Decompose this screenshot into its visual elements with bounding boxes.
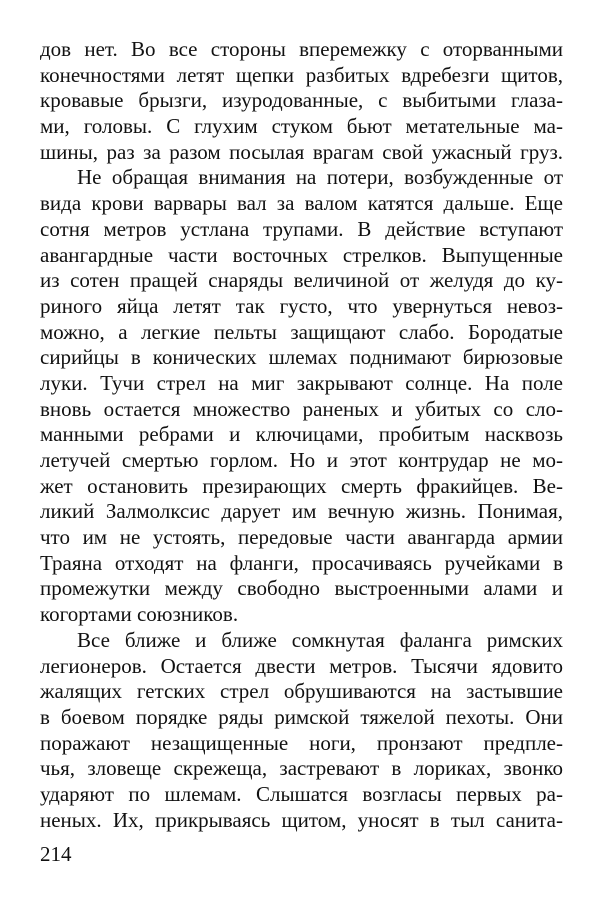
- text-line: летучей смертью горлом. Но и этот контрудар не мо-: [40, 448, 563, 472]
- text-line: авангардные части восточных стрелков. Выпущенные: [40, 242, 563, 267]
- text-line: дов нет. Во все стороны вперемежку с оторванными: [40, 37, 563, 61]
- text-line: вида крови варвары вал за валом катятся дальше. Еще: [40, 191, 563, 216]
- text-line: можно, а легкие пельты защищают слабо. Бородатые: [40, 319, 563, 344]
- text-line: что им не устоять, передовые части авангарда армии: [40, 525, 563, 550]
- text-line: вновь остается множество раненых и убитых со сло-: [40, 396, 563, 421]
- text-line: поражают незащищенные ноги, пронзают предпле-: [40, 730, 563, 755]
- text-line: луки. Тучи стрел на миг закрывают солнце. На поле: [40, 370, 563, 395]
- text-line: из сотен пращей снаряды величиной от желудя до ку-: [40, 268, 563, 293]
- paragraph: [40, 165, 563, 627]
- text-line: ударяют по шлемам. Слышатся возгласы первых ра-: [40, 781, 563, 806]
- text-line: жалящих гетских стрел обрушиваются на застывшие: [40, 679, 563, 704]
- text-line: когортами союзников.: [40, 602, 239, 627]
- text-line: Не обращая внимания на потери, возбужденные от: [77, 165, 563, 190]
- text-line: чья, зловеще скрежеща, застревают в лориках, звонко: [40, 756, 563, 781]
- text-line: риного яйца летят так густо, что увернуться невоз-: [40, 293, 563, 318]
- page-body-text: [40, 37, 563, 833]
- text-line: промежутки между свободно выстроенными алами и: [40, 576, 563, 601]
- text-line: сотня метров устлана трупами. В действие вступают: [40, 216, 563, 241]
- text-line: кровавые брызги, изуродованные, с выбитыми глаза-: [40, 88, 563, 113]
- text-line: жет остановить презирающих смерть фракийцев. Ве-: [40, 473, 563, 498]
- paragraph: [40, 37, 563, 165]
- paragraph: [40, 628, 563, 834]
- text-line: Все ближе и ближе сомкнутая фаланга римских: [77, 627, 563, 652]
- text-line: шины, раз за разом посылая врагам свой ужасный груз.: [40, 139, 563, 164]
- page-number: 214: [40, 842, 72, 866]
- text-line: сирийцы в конических шлемах поднимают бирюзовые: [40, 345, 563, 370]
- text-line: манными ребрами и ключицами, пробитым насквозь: [40, 422, 563, 447]
- text-line: неных. Их, прикрываясь щитом, уносят в тыл санита-: [40, 807, 563, 832]
- text-line: легионеров. Остается двести метров. Тысячи ядовито: [40, 653, 563, 678]
- text-line: Траяна отходят на фланги, просачиваясь ручейками в: [40, 550, 563, 575]
- text-line: ми, головы. С глухим стуком бьют метательные ма-: [40, 114, 563, 139]
- text-line: ликий Залмолксис дарует им вечную жизнь. Понимая,: [40, 499, 563, 524]
- text-line: конечностями летят щепки разбитых вдребезги щитов,: [40, 62, 563, 87]
- text-line: в боевом порядке ряды римской тяжелой пехоты. Они: [40, 704, 563, 729]
